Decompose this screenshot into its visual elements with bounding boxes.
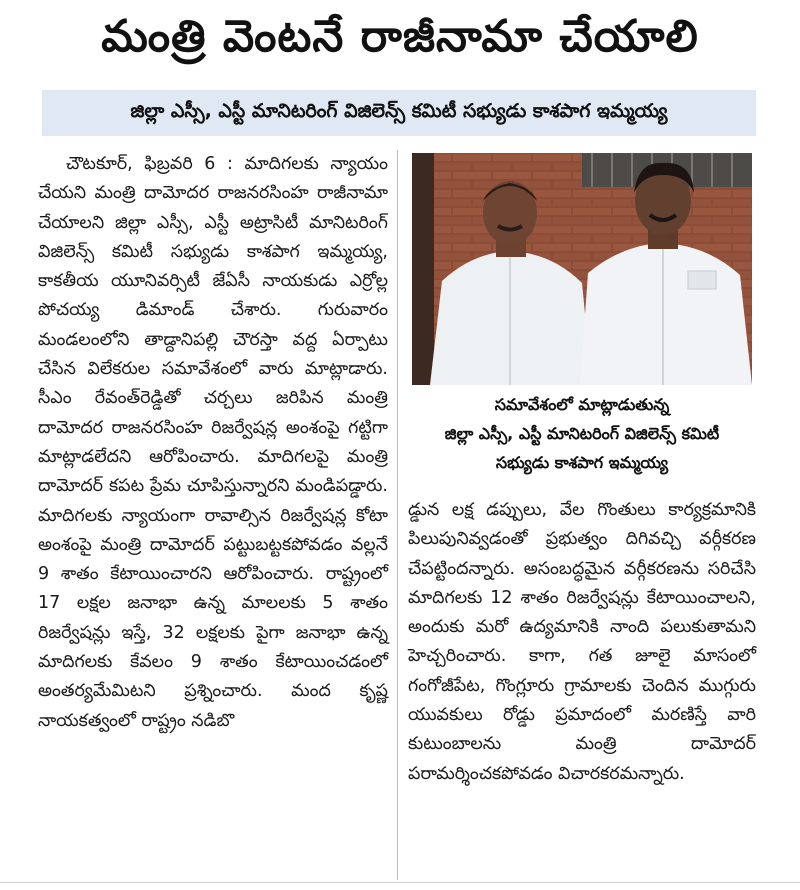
article-body-left: చౌటకూర్, ఫిబ్రవరి 6 : మాదిగలకు న్యాయం చేయని మంత్రి దామోదర రాజనరసింహ రాజీనామా చేయాలని జిల్లా ఎస్సీ, ఎస్టీ అట్రాసిటీ మానిటరింగ్ విజిలెన్స్ కమిటీ సభ్యుడు కాశపాగ ఇమ్మయ్య, కాకతీయ యూనివర్సిటీ జేఏసీ నాయకుడు ఎర్రోల్ల పోచయ్య డిమాండ్ చేశారు. గురువారం మండలంలోని తాడ్దానిపల్లి చౌరస్తా వద్ద ఏర్పాటు చేసిన విలేకరుల సమావేశంలో వారు మాట్లాడారు. సీఎం రేవంత్‌రెడ్డితో చర్చలు జరిపిన మంత్రి దామోదర రాజనరసింహ రిజర్వేషన్ల అంశంపై గట్టిగా మాట్లాడలేదని ఆరోపించారు. మాదిగలపై మంత్రి దామోదర్ కపట ప్రేమ చూపిస్తున్నారని మండిపడ్డారు. మాదిగలకు న్యాయంగా రావాల్సిన రిజర్వేషన్ల కోటా అంశంపై మంత్రి దామోదర్ పట్టుబట్టకపోవడం వల్లనే 9 శాతం కేటాయించారని ఆరోపించారు. రాష్ట్రంలో 17 లక్షల జనాభా ఉన్న మాలలకు 5 శాతం రిజర్వేషన్లు ఇస్తే, 32 లక్షలకు పైగా జనాభా ఉన్న మాదిగలకు కేవలం 9 శాతం కేటాయించడంలో అంతర్యమేమిటని ప్రశ్నించారు. మంద కృష్ణ నాయకత్వంలో రాష్ట్రం నడిబొ xyxy=(38,154,388,731)
news-photo xyxy=(412,153,752,385)
article-body-right: డ్డున లక్ష డప్పులు, వేల గొంతులు కార్యక్రమానికి పిలుపునివ్వడంతో ప్రభుత్వం దిగివచ్చి వర్గీకరణ చేపట్టిందన్నారు. అసంబద్ధమైన వర్గీకరణను సరిచేసి మాదిగలకు 12 శాతం రిజర్వేషన్లు కేటాయించాలని, అందుకు మరో ఉద్యమానికి నాంది పలుకుతామని హెచ్చరించారు. కాగా, గత జూలై మాసంలో గంగోజీపేట, గొంగ్లూరు గ్రామాలకు చెందిన ముగ్గురు యువకులు రోడ్డు ప్రమాదంలో మరణిస్తే వారి కుటుంబాలను మంత్రి దామోదర్ పరామర్శించకపోవడం విచారకరమన్నారు. xyxy=(408,500,756,784)
photo-caption xyxy=(408,390,756,477)
article-column-right xyxy=(408,496,756,789)
caption-line-2: జిల్లా ఎస్సీ, ఎస్టీ మానిటరింగ్ విజిలెన్స్ కమిటీ xyxy=(444,424,720,443)
caption-line-1: సమావేశంలో మాట్లాడుతున్న xyxy=(494,395,670,414)
photo-illustration xyxy=(412,153,752,385)
page-bottom-rule xyxy=(0,882,800,883)
caption-line-3: సభ్యుడు కాశపాగ ఇమ్మయ్య xyxy=(495,453,669,472)
subheadline-band xyxy=(42,90,756,136)
subheadline: జిల్లా ఎస్సీ, ఎస్టీ మానిటరింగ్ విజిలెన్స్ కమిటీ సభ్యుడు కాశపాగ ఇమ్మయ్య xyxy=(130,99,668,122)
column-divider xyxy=(397,150,398,880)
article-column-left xyxy=(38,150,388,736)
headline: మంత్రి వెంటనే రాజీనామా చేయాలి xyxy=(101,11,699,62)
